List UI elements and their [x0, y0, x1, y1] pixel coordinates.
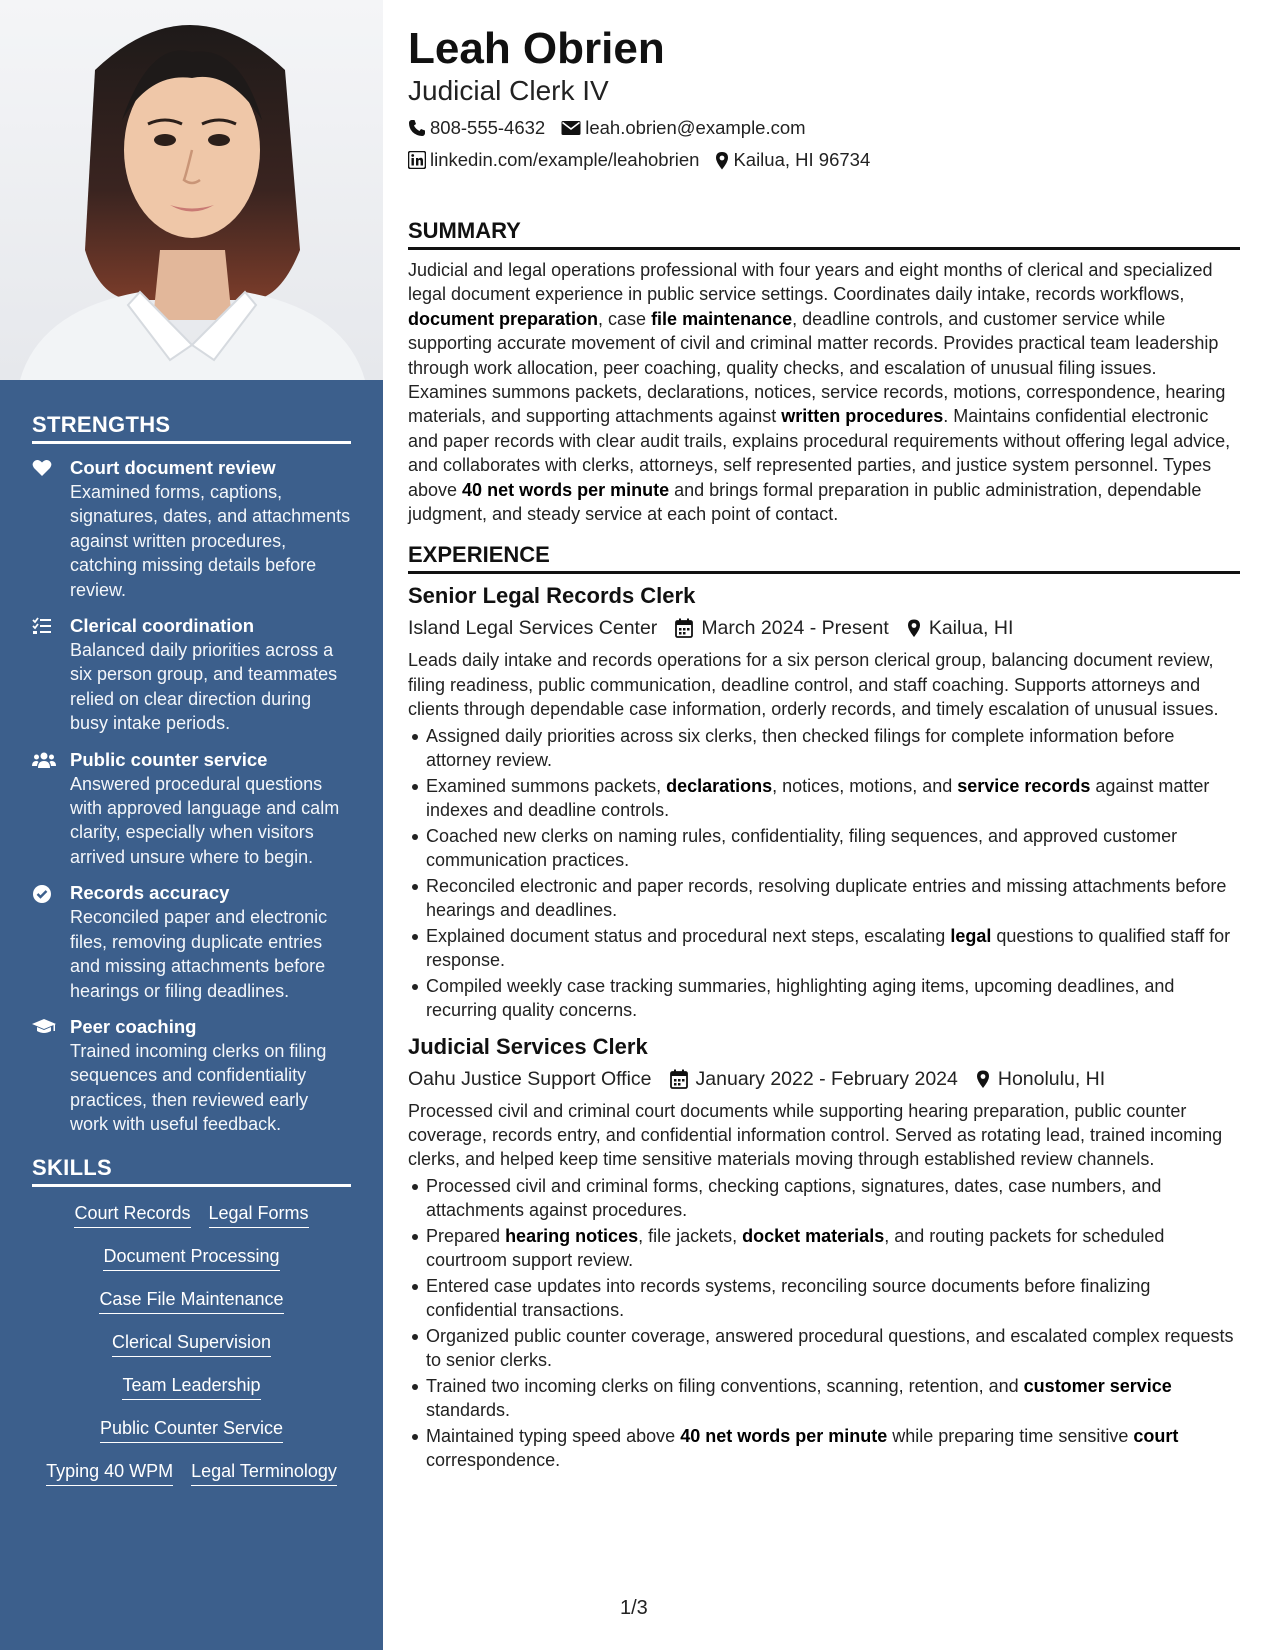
linkedin-contact[interactable] — [408, 148, 699, 172]
skill-tag: Document Processing — [103, 1244, 279, 1271]
map-pin-icon — [715, 151, 729, 170]
contact-row — [408, 116, 1240, 140]
map-pin-icon — [976, 1069, 990, 1089]
job-location-text: Kailua, HI — [928, 617, 1014, 640]
experience-section — [408, 542, 1240, 1472]
strength-item — [32, 456, 351, 602]
company-name: Island Legal Services Center — [408, 617, 658, 640]
bullet-item: Coached new clerks on naming rules, confidentiality, filing sequences, and approved customer communication practices. — [426, 824, 1240, 873]
email-text: leah.obrien@example.com — [585, 117, 806, 138]
job-bullets — [408, 724, 1240, 1023]
job-description: Processed civil and criminal court documents while supporting hearing preparation, public counter coverage, records entry, and confidential information control. Served as rotating lead, trained incoming clerks, and helped keep time sensitive materials moving through established review channels. — [408, 1100, 1223, 1170]
bold-keyword: 40 net words per minute — [462, 479, 670, 500]
skill-tag: Legal Terminology — [191, 1459, 337, 1486]
skill-row — [32, 1459, 351, 1486]
sidebar — [0, 0, 383, 1650]
users-icon — [32, 751, 56, 769]
location-contact — [715, 148, 870, 172]
bold-keyword: document preparation — [408, 308, 599, 329]
strength-desc: Trained incoming clerks on filing sequences and confidentiality practices, then reviewed early work with useful feedback. — [70, 1040, 327, 1135]
bullet-item: Processed civil and criminal forms, checking captions, signatures, dates, case numbers, and attachments against procedures. — [426, 1174, 1240, 1223]
job-title: Judicial Services Clerk — [408, 1033, 648, 1059]
phone-icon — [408, 119, 426, 137]
strength-title: Public counter service — [70, 748, 268, 770]
bold-keyword: customer service — [1023, 1375, 1172, 1396]
strength-title: Records accuracy — [70, 882, 230, 904]
strengths-heading: STRENGTHS — [32, 412, 351, 444]
strength-desc: Balanced daily priorities across a six person group, and teammates relied on clear direction during busy intake periods. — [70, 640, 338, 734]
map-pin-icon — [907, 618, 921, 638]
skill-row — [32, 1201, 351, 1228]
skill-row — [32, 1330, 351, 1357]
bullet-item: Maintained typing speed above 40 net words per minute while preparing time sensitive court correspondence. — [426, 1424, 1240, 1473]
summary-heading: SUMMARY — [408, 218, 1240, 250]
skill-tag: Team Leadership — [122, 1373, 260, 1400]
strength-desc: Reconciled paper and electronic files, removing duplicate entries and missing attachments before hearings or filing deadlines. — [70, 907, 328, 1001]
bullet-item: Entered case updates into records systems, reconciling source documents before finalizing confidential transactions. — [426, 1274, 1240, 1323]
location-text: Kailua, HI 96734 — [733, 149, 871, 170]
calendar-icon — [675, 618, 693, 638]
bold-keyword: written procedures — [781, 406, 944, 427]
job-entry — [408, 1033, 1240, 1473]
job-description: Leads daily intake and records operations for a six person clerical group, balancing document review, filing readiness, public communication, deadline control, and staff coaching. Supports attorneys and clients through dependable case information, orderly records, and timely escalation of unusual issues. — [408, 650, 1219, 720]
skills-heading: SKILLS — [32, 1155, 351, 1187]
bullet-item: Trained two incoming clerks on filing conventions, scanning, retention, and customer service standards. — [426, 1374, 1240, 1423]
bullet-item: Examined summons packets, declarations, notices, motions, and service records against matter indexes and deadline controls. — [426, 774, 1240, 823]
check-circle-icon — [32, 884, 52, 904]
skill-row — [32, 1373, 351, 1400]
strength-title: Peer coaching — [70, 1015, 197, 1037]
company-name: Oahu Justice Support Office — [408, 1067, 652, 1090]
graduation-cap-icon — [32, 1018, 56, 1036]
bold-keyword: legal — [950, 925, 992, 946]
envelope-icon — [561, 120, 581, 136]
calendar-icon — [670, 1069, 688, 1089]
job-title-header: Judicial Clerk IV — [408, 75, 609, 106]
strength-item — [32, 748, 351, 870]
main-content — [408, 22, 1240, 1474]
heart-icon — [32, 459, 52, 477]
candidate-name: Leah Obrien — [408, 24, 665, 73]
strength-item — [32, 1015, 351, 1137]
job-title: Senior Legal Records Clerk — [408, 583, 696, 609]
experience-heading: EXPERIENCE — [408, 542, 1240, 574]
strength-title: Clerical coordination — [70, 615, 255, 637]
skill-tag: Case File Maintenance — [99, 1287, 283, 1314]
job-dates-text: March 2024 - Present — [701, 617, 889, 640]
bullet-item: Reconciled electronic and paper records, resolving duplicate entries and missing attachments before hearings and deadlines. — [426, 874, 1240, 923]
skill-tag: Legal Forms — [209, 1201, 309, 1228]
bullet-item: Organized public counter coverage, answered procedural questions, and escalated complex requests to senior clerks. — [426, 1324, 1240, 1373]
checklist-icon — [32, 617, 52, 635]
email-contact[interactable] — [561, 116, 805, 140]
linkedin-icon — [408, 151, 426, 169]
strength-item — [32, 614, 351, 736]
skill-tag: Typing 40 WPM — [46, 1459, 173, 1486]
summary-section — [408, 218, 1240, 526]
skill-tag: Clerical Supervision — [112, 1330, 271, 1357]
bold-keyword: declarations — [666, 775, 773, 796]
skill-row — [32, 1416, 351, 1443]
strength-title: Court document review — [70, 457, 276, 478]
skill-tag: Court Records — [74, 1201, 190, 1228]
bullet-item: Assigned daily priorities across six clerks, then checked filings for complete information before attorney review. — [426, 724, 1240, 773]
job-meta — [408, 614, 1240, 642]
bullet-item: Explained document status and procedural next steps, escalating legal questions to qualified staff for response. — [426, 924, 1240, 973]
phone-contact — [408, 116, 545, 140]
bold-keyword: docket materials — [742, 1225, 885, 1246]
strength-item — [32, 881, 351, 1003]
bullet-item: Prepared hearing notices, file jackets, docket materials, and routing packets for scheduled courtroom support review. — [426, 1224, 1240, 1273]
linkedin-text: linkedin.com/example/leahobrien — [430, 149, 700, 170]
bold-keyword: 40 net words per minute — [680, 1425, 888, 1446]
page-number: 1/3 — [620, 1597, 648, 1619]
job-location — [976, 1065, 1105, 1093]
skill-row — [32, 1244, 351, 1271]
phone-text: 808-555-4632 — [430, 117, 546, 138]
bold-keyword: court — [1133, 1425, 1179, 1446]
job-dates-text: January 2022 - February 2024 — [695, 1067, 958, 1090]
job-location — [907, 614, 1014, 642]
strength-desc: Examined forms, captions, signatures, dates, and attachments against written procedures, catching missing details before review. — [70, 482, 351, 600]
bold-keyword: file maintenance — [651, 308, 793, 329]
job-location-text: Honolulu, HI — [997, 1067, 1106, 1090]
bold-keyword: service records — [957, 775, 1091, 796]
bold-keyword: hearing notices — [505, 1225, 639, 1246]
bullet-item: Compiled weekly case tracking summaries, highlighting aging items, upcoming deadlines, and recurring quality concerns. — [426, 974, 1240, 1023]
contact-row — [408, 148, 1240, 172]
profile-photo — [0, 0, 383, 380]
job-dates — [675, 614, 889, 642]
skill-tag: Public Counter Service — [100, 1416, 283, 1443]
skill-row — [32, 1287, 351, 1314]
job-dates — [670, 1065, 958, 1093]
job-bullets — [408, 1174, 1240, 1473]
strength-desc: Answered procedural questions with approved language and calm clarity, especially when visitors arrived unsure where to begin. — [70, 773, 340, 867]
summary-text: Judicial and legal operations professional with four years and eight months of clerical and specialized legal document experience in public service settings. Coordinates daily intake, records workflows, document preparation, case file maintenance, deadline controls, and customer service while supporting accurate movement of civil and criminal matter records. Provides practical team leadership through work allocation, peer coaching, quality checks, and escalation of unusual filing issues. Examines summons packets, declarations, notices, service records, motions, correspondence, hearing materials, and supporting attachments against written procedures. Maintains confidential electronic and paper records with clear audit trails, explains procedural requirements without offering legal advice, and collaborates with clerks, attorneys, self represented parties, and justice system personnel. Types above 40 net words per minute and brings formal preparation in public administration, dependable judgment, and steady service at each point of contact. — [408, 260, 1231, 525]
job-entry — [408, 582, 1240, 1022]
job-meta — [408, 1065, 1240, 1093]
